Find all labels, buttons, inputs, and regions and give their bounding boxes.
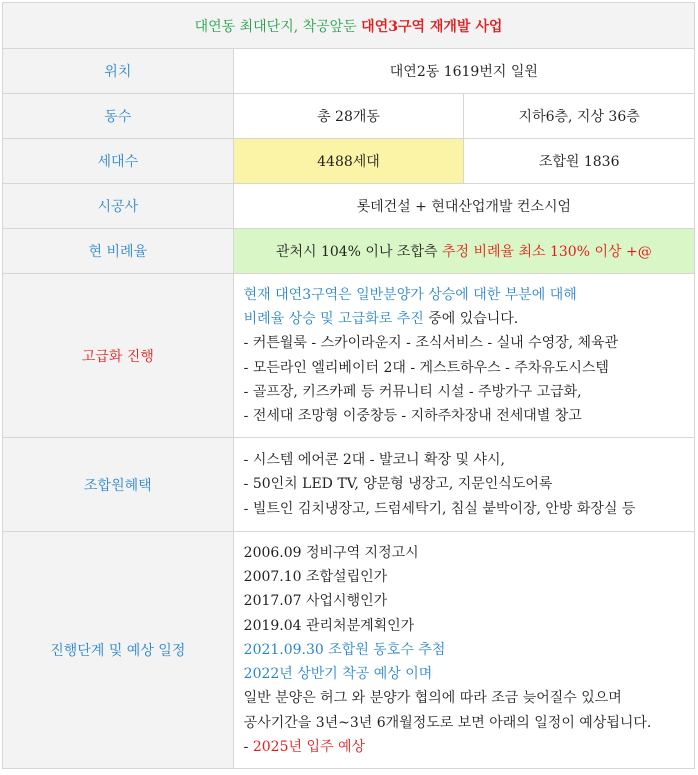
- premium-line: - 전세대 조망형 이중창등 - 지하주차장내 전세대별 창고: [243, 407, 582, 424]
- buildings-floors: 지하6층, 지상 36층: [464, 94, 695, 139]
- benefit-line: - 빌트인 김치냉장고, 드럼세탁기, 침실 붙박이장, 안방 화장실 등: [243, 500, 636, 517]
- row-location: [3, 49, 695, 94]
- schedule-move-in-prefix: -: [243, 738, 253, 755]
- benefits-content: [233, 438, 694, 532]
- households-members: 조합원 1836: [464, 139, 695, 184]
- buildings-total: 총 28개동: [233, 94, 464, 139]
- schedule-construction: 2022년 상반기 착공 예상 이며: [243, 666, 433, 683]
- households-label: 세대수: [3, 139, 234, 184]
- schedule-note-1: 일반 분양은 허그 와 분양가 협의에 따라 조금 늦어질수 있으며: [243, 690, 622, 707]
- builder-value: 롯데건설 + 현대산업개발 컨소시엄: [233, 184, 694, 229]
- row-builder: [3, 184, 695, 229]
- premium-content: [233, 274, 694, 438]
- ratio-highlight: 추정 비례율 최소 130% 이상 +@: [441, 244, 652, 260]
- premium-intro-1: 현재 대연3구역은 일반분양가 상승에 대한 부분에 대해: [243, 286, 577, 303]
- title-part2: 대연3구역 재개발 사업: [361, 18, 503, 35]
- row-premium: [3, 274, 695, 438]
- schedule-move-in: [244, 735, 686, 759]
- benefits-label: 조합원혜택: [3, 438, 234, 532]
- row-households: [3, 139, 695, 184]
- ratio-text: 관처시 104% 이나 조합측: [275, 244, 442, 260]
- schedule-note-2: 공사기간을 3년~3년 6개월정도로 보면 아래의 일정이 예상됩니다.: [243, 714, 652, 731]
- benefit-line: - 50인치 LED TV, 양문형 냉장고, 지문인식도어록: [243, 476, 553, 493]
- row-benefits: [3, 438, 695, 532]
- table-title: [3, 3, 695, 49]
- schedule-item: 2006.09 정비구역 지정고시: [243, 545, 419, 562]
- schedule-content: [233, 532, 694, 769]
- project-info-table: [2, 2, 695, 769]
- location-value: 대연2동 1619번지 일원: [233, 49, 694, 94]
- premium-intro-2-highlight: 비례율 상승 및 고급화로 추진: [243, 311, 424, 328]
- premium-label: 고급화 진행: [3, 274, 234, 438]
- title-part1: 대연동 최대단지, 착공앞둔: [194, 18, 362, 35]
- ratio-value: [233, 229, 694, 274]
- premium-line: - 커튼월룩 - 스카이라운지 - 조식서비스 - 실내 수영장, 체육관: [243, 335, 619, 352]
- premium-intro-2: [244, 307, 686, 331]
- row-schedule: [3, 532, 695, 769]
- benefit-line: - 시스템 에어콘 2대 - 발코니 확장 및 샤시,: [243, 452, 505, 469]
- schedule-move-in-date: 2025년 입주 예상: [252, 738, 365, 755]
- row-ratio: [3, 229, 695, 274]
- households-total: 4488세대: [233, 139, 464, 184]
- row-buildings: [3, 94, 695, 139]
- schedule-label: 진행단계 및 예상 일정: [3, 532, 234, 769]
- location-label: 위치: [3, 49, 234, 94]
- premium-line: - 모든라인 엘리베이터 2대 - 게스트하우스 - 주차유도시스템: [243, 359, 609, 376]
- schedule-item: 2019.04 관리처분계획인가: [243, 617, 415, 634]
- builder-label: 시공사: [3, 184, 234, 229]
- premium-intro-2-rest: 중에 있습니다.: [423, 311, 519, 328]
- schedule-item: 2017.07 사업시행인가: [243, 593, 388, 610]
- buildings-label: 동수: [3, 94, 234, 139]
- schedule-item: 2007.10 조합설립인가: [243, 569, 388, 586]
- schedule-lottery: 2021.09.30 조합원 동호수 추첨: [243, 641, 446, 658]
- premium-line: - 골프장, 키즈카페 등 커뮤니티 시설 - 주방가구 고급화,: [243, 383, 582, 400]
- ratio-label: 현 비례율: [3, 229, 234, 274]
